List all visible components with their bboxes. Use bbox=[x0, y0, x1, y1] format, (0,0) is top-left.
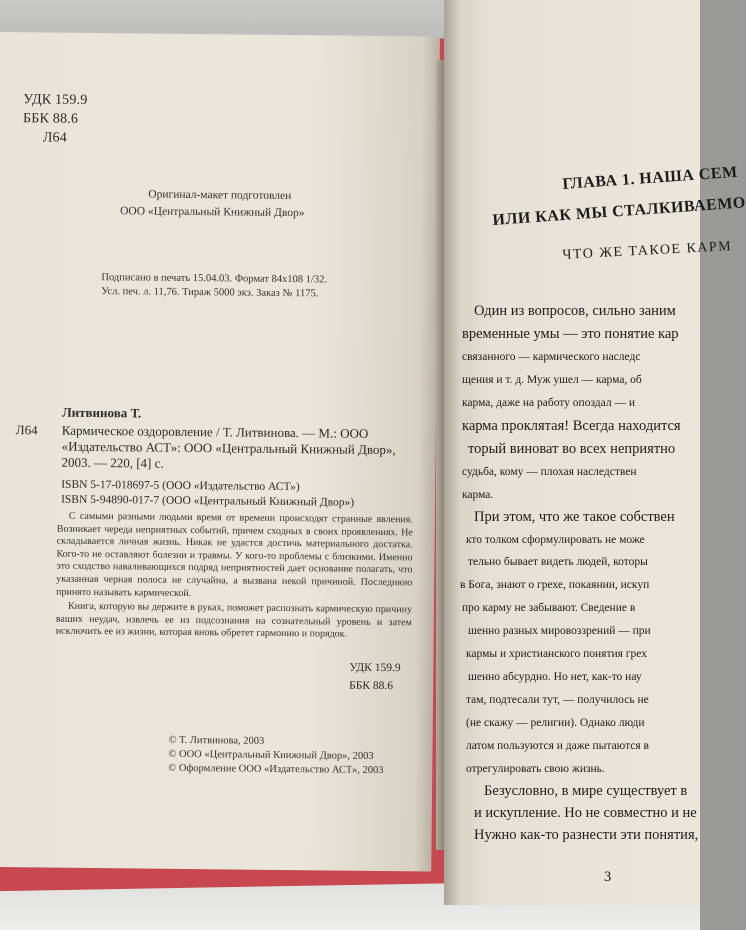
text-line: и искупление. Но не совместно и не bbox=[474, 805, 697, 821]
text-line: щения и т. д. Муж ушел — карма, об bbox=[462, 374, 642, 386]
isbn-2: ISBN 5-94890-017-7 (ООО «Центральный Книжный Двор») bbox=[61, 493, 355, 509]
annotation-paragraph-1: С самыми разными людьми время от времени происходят странные явления. Возникает череда неприятных событий, причем сходных в своих проявлениях. Не складывается личная жизнь. Никак не удастся достичь материального достатка. Кого-то не оставляют болезни и травмы. У кого-то проблемы с близкими. Именно это сходство наваливающихся подряд неприятностей дает основание полагать, что указанная черная полоса не случайна, а вызвана некой причиной. Последнюю принято называть кармической. bbox=[56, 510, 413, 599]
text-line: в Бога, знают о грехе, покаянии, искуп bbox=[460, 579, 650, 591]
text-line: кармы и христианского понятия грех bbox=[466, 648, 647, 660]
bib-line3: 2003. — 220, [4] с. bbox=[61, 454, 164, 471]
code-top: Л64 bbox=[42, 130, 68, 146]
isbn-1: ISBN 5-17-018697-5 (ООО «Издательство АСТ») bbox=[61, 478, 300, 494]
text-line: там, подтесали тут, — получилось не bbox=[466, 694, 649, 706]
text-line: кто толком сформулировать не може bbox=[466, 534, 645, 546]
text-line: про карму не забывают. Сведение в bbox=[462, 602, 636, 614]
text-line: латом пользуются и даже пытаются в bbox=[466, 740, 649, 752]
text-line: При этом, что же такое собствен bbox=[474, 509, 675, 525]
udk-top: УДК 159.9 bbox=[23, 92, 88, 108]
text-line: карма проклятая! Всегда находится bbox=[462, 418, 681, 434]
chapter-title-line2: ИЛИ КАК МЫ СТАЛКИВАЕМО bbox=[492, 194, 746, 229]
text-line: судьба, кому — плохая наследствен bbox=[462, 466, 637, 478]
chapter-title-line1: ГЛАВА 1. НАША СЕМ bbox=[562, 163, 739, 193]
text-line: Один из вопросов, сильно заним bbox=[474, 303, 676, 319]
right-page bbox=[444, 0, 746, 905]
copyright-3: © Оформление ООО «Издательство АСТ», 2003 bbox=[168, 762, 384, 777]
text-line: связанного — кармического наследс bbox=[462, 351, 641, 363]
copyright-2: © ООО «Центральный Книжный Двор», 2003 bbox=[168, 748, 374, 762]
text-line: шенно разных мировоззрений — при bbox=[468, 625, 651, 637]
prepared-line2: ООО «Центральный Книжный Двор» bbox=[120, 205, 305, 220]
annotation-paragraph-2: Книга, которую вы держите в руках, поможет распознать кармическую причину ваших неудач, извлечь ее из подсознания на сознательный уровень и затем исключить ее из жизни, которая вновь обретет гармонию и порядок. bbox=[55, 600, 413, 641]
text-line: карма, даже на работу опоздал — и bbox=[462, 397, 635, 409]
prepared-line1: Оригинал-макет подготовлен bbox=[148, 188, 292, 203]
text-line: шенно абсурдно. Но нет, как-то нау bbox=[468, 671, 642, 683]
author: Литвинова Т. bbox=[61, 404, 142, 421]
left-page bbox=[0, 32, 440, 872]
text-line: (не скажу — религии). Однако люди bbox=[466, 717, 645, 729]
print-line2: Усл. печ. л. 11,76. Тираж 5000 экз. Заказ № 1175. bbox=[101, 286, 319, 300]
annotation bbox=[56, 511, 413, 645]
udk-bottom: УДК 159.9 bbox=[349, 661, 401, 675]
bbk-top: ББК 88.6 bbox=[23, 111, 79, 127]
page-number: 3 bbox=[604, 869, 612, 885]
copyright-1: © Т. Литвинова, 2003 bbox=[168, 734, 265, 747]
book-code: Л64 bbox=[15, 422, 38, 438]
bbk-bottom: ББК 88.6 bbox=[349, 679, 394, 693]
print-line1: Подписано в печать 15.04.03. Формат 84х108 1/32. bbox=[101, 272, 328, 286]
text-line: тельно бывает видеть людей, которы bbox=[468, 556, 648, 568]
text-line: отрегулировать свою жизнь. bbox=[466, 763, 605, 775]
text-line: временные умы — это понятие кар bbox=[462, 326, 679, 342]
text-line: торый виноват во всех неприятно bbox=[468, 441, 676, 457]
text-line: Нужно как-то разнести эти понятия, bbox=[474, 827, 699, 843]
text-line: Безусловно, в мире существует в bbox=[484, 783, 688, 799]
bib-line2: «Издательство АСТ»: ООО «Центральный Книжный Двор», bbox=[61, 438, 396, 458]
text-line: карма. bbox=[462, 489, 494, 501]
bib-line1: Кармическое оздоровление / Т. Литвинова. — М.: ООО bbox=[61, 422, 369, 441]
section-subtitle: ЧТО ЖЕ ТАКОЕ КАРМ bbox=[562, 239, 733, 263]
